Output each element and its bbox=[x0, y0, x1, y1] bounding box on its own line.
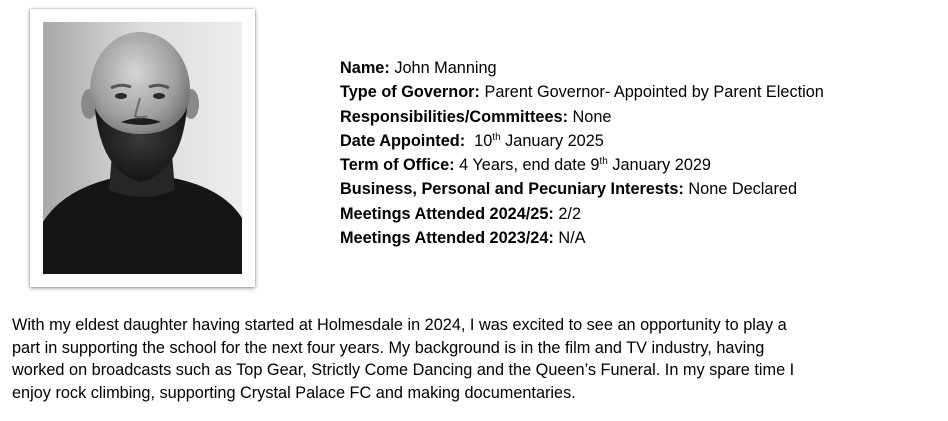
detail-label: Term of Office: bbox=[340, 156, 455, 175]
detail-term-of-office bbox=[340, 153, 824, 177]
detail-responsibilities bbox=[340, 105, 824, 129]
ordinal-suffix: th bbox=[492, 131, 501, 143]
detail-value: 2/2 bbox=[558, 204, 581, 223]
detail-label: Date Appointed: bbox=[340, 131, 466, 150]
detail-meetings-2023-24 bbox=[340, 226, 824, 250]
detail-label: Responsibilities/Committees: bbox=[340, 107, 568, 126]
detail-label: Business, Personal and Pecuniary Interests: bbox=[340, 180, 684, 199]
biography-line: enjoy rock climbing, supporting Crystal Palace FC and making documentaries. bbox=[12, 384, 576, 403]
governor-photo bbox=[43, 22, 242, 274]
portrait-illustration bbox=[43, 22, 242, 274]
detail-governor-type bbox=[340, 80, 824, 104]
detail-value: None bbox=[572, 107, 612, 126]
detail-label: Type of Governor: bbox=[340, 83, 480, 102]
detail-value: None Declared bbox=[688, 180, 797, 199]
detail-label: Meetings Attended 2023/24: bbox=[340, 229, 554, 248]
biography-line: part in supporting the school for the next four years. My background is in the film and TV industry, having bbox=[12, 338, 765, 357]
detail-name bbox=[340, 56, 824, 80]
detail-value-rest: January 2029 bbox=[607, 156, 711, 175]
detail-date-appointed bbox=[340, 129, 824, 153]
detail-value: Parent Governor- Appointed by Parent Election bbox=[484, 83, 824, 102]
detail-meetings-2024-25 bbox=[340, 202, 824, 226]
detail-value: 10 bbox=[465, 131, 493, 150]
detail-value-rest: January 2025 bbox=[500, 131, 604, 150]
ordinal-suffix: th bbox=[599, 156, 608, 168]
biography-line: With my eldest daughter having started at Holmesdale in 2024, I was excited to see an opportunity to play a bbox=[12, 316, 787, 334]
detail-label: Meetings Attended 2024/25: bbox=[340, 204, 554, 223]
detail-value: 4 Years, end date 9 bbox=[459, 156, 600, 175]
detail-value: John Manning bbox=[394, 59, 497, 77]
detail-label: Name: bbox=[340, 59, 390, 77]
biography-line: worked on broadcasts such as Top Gear, Strictly Come Dancing and the Queen’s Funeral. In my spare time I bbox=[12, 361, 795, 380]
detail-interests bbox=[340, 177, 824, 201]
photo-frame bbox=[30, 9, 255, 287]
biography bbox=[12, 314, 937, 405]
governor-details bbox=[340, 56, 824, 250]
detail-value: N/A bbox=[558, 229, 586, 248]
